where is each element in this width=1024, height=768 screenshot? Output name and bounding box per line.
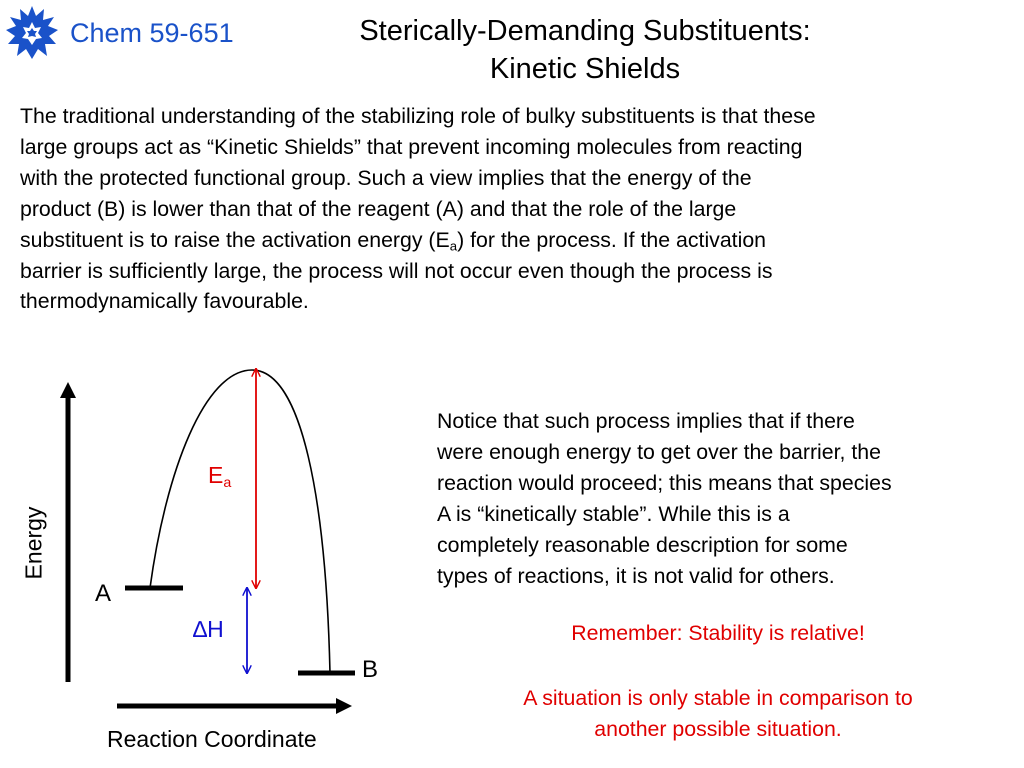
title-line-2: Kinetic Shields [489,53,681,85]
reaction-coordinate-label: Reaction Coordinate [107,726,317,752]
situation-note [418,683,1018,745]
intro-line5-end: ) for the process. If the activation [457,227,767,252]
intro-line: large groups act as “Kinetic Shields” that prevent incoming molecules from reacting [20,134,803,159]
intro-line: The traditional understanding of the stabilizing role of bulky substituents is that these [20,104,816,128]
intro-line: barrier is sufficiently large, the process will not occur even though the process is [20,258,773,283]
situation-line: A situation is only stable in comparison to [523,686,913,710]
intro-line5-start: substituent is to raise the activation energy (E [20,227,450,252]
notice-paragraph [437,406,1017,591]
notice-line: Notice that such process implies that if there [437,409,855,433]
energy-curve [150,370,330,673]
intro-ea-subscript: a [449,238,458,254]
notice-line: A is “kinetically stable”. While this is a [437,501,790,526]
situation-line: another possible situation. [594,716,842,741]
intro-line: product (B) is lower than that of the reagent (A) and that the role of the large [20,196,737,221]
title-line-1: Sterically-Demanding Substituents: [359,15,811,47]
notice-line: completely reasonable description for some [437,532,848,557]
ea-subscript: a [223,474,232,491]
activation-energy-label [208,462,231,489]
state-b-label: B [362,656,379,683]
notice-line: reaction would proceed; this means that species [437,470,892,495]
notice-line: were enough energy to get over the barrier, the [437,439,881,464]
intro-line: thermodynamically favourable. [20,289,309,314]
course-code: Chem 59-651 [70,18,234,48]
enthalpy-change-label: ∆H [193,616,224,642]
notice-line: types of reactions, it is not valid for others. [437,563,835,588]
intro-line: with the protected functional group. Such a view implies that the energy of the [20,165,752,190]
ea-main: E [208,462,224,488]
state-a-label: A [95,580,112,607]
remember-note: Remember: Stability is relative! [571,621,865,645]
energy-axis-label: Energy [20,506,47,580]
